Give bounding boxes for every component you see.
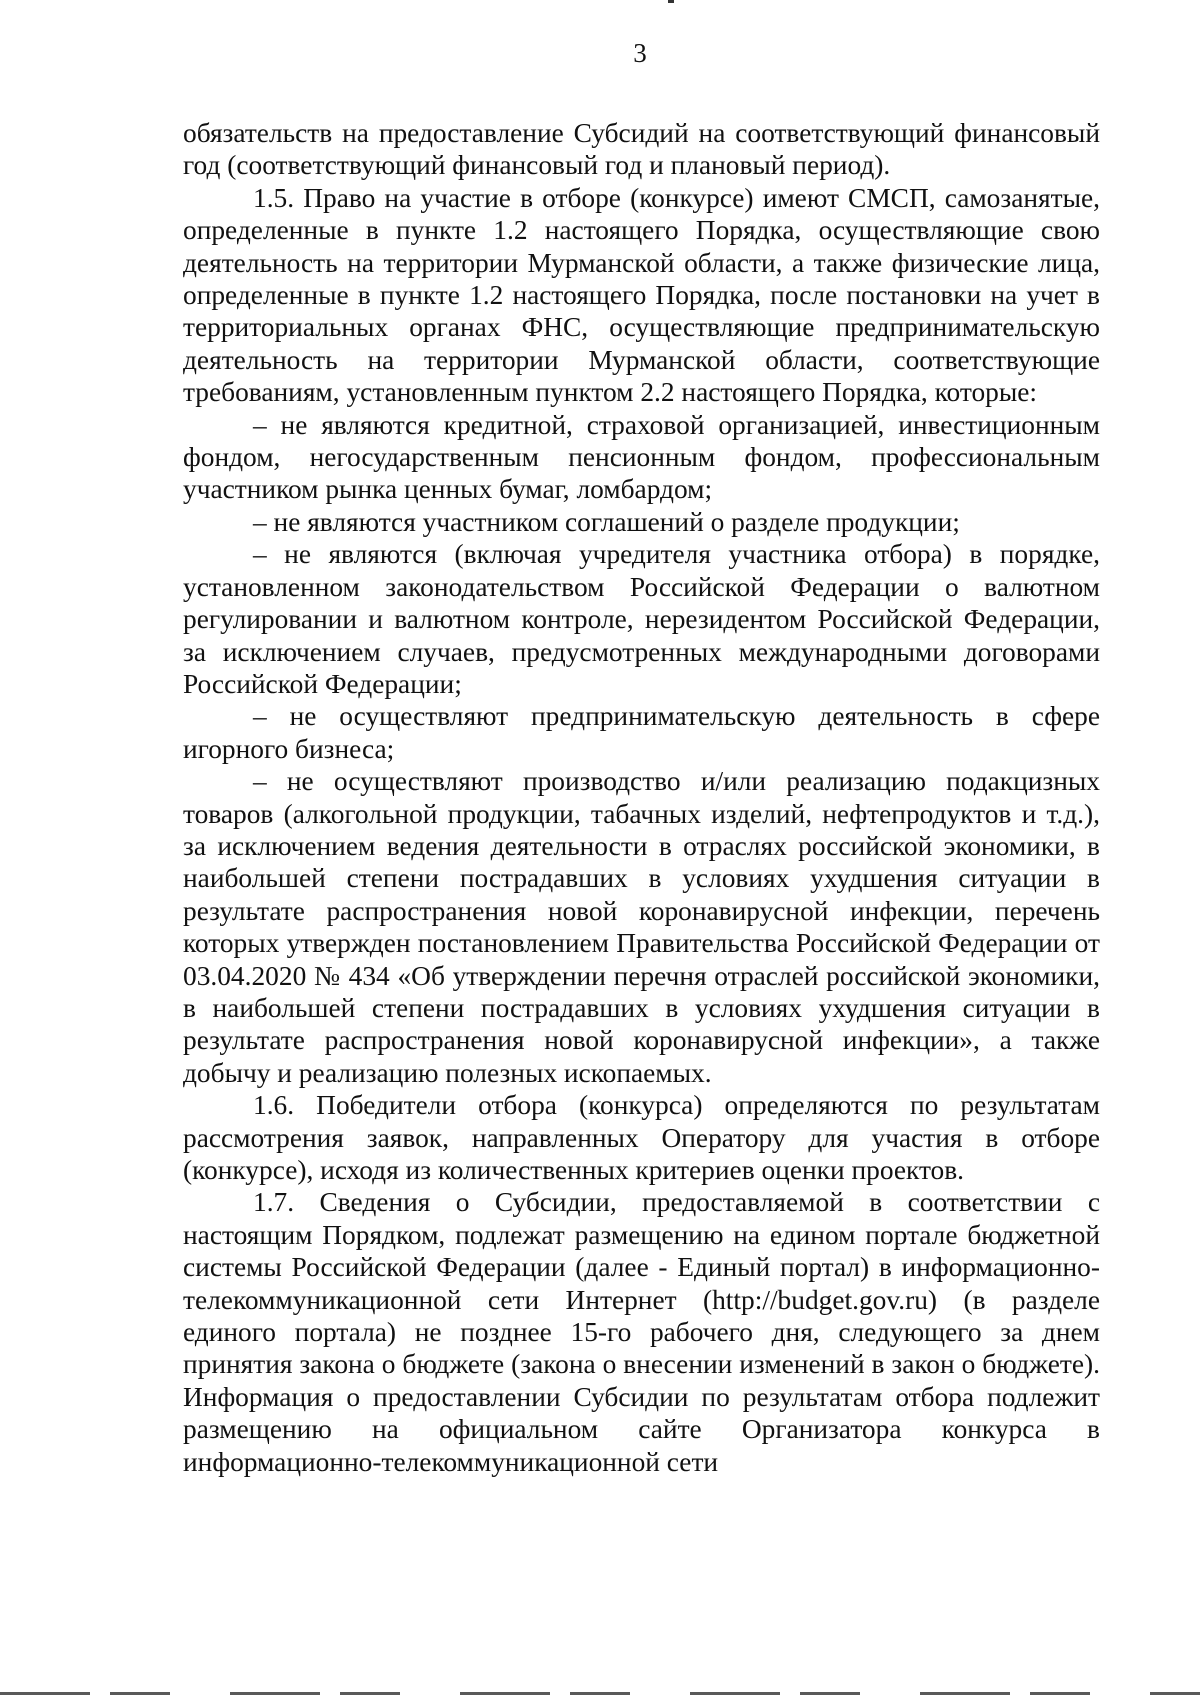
scan-mark xyxy=(668,0,674,3)
list-item-excise-goods: – не осуществляют производство и/или реализацию подакцизных товаров (алкогольной продукции, табачных изделий, нефтепродуктов и т.д.), за исключением ведения деятельности в отраслях российской экономики, в наибольшей степени пострадавших в условиях ухудшения ситуации в результате распространения новой коронавирусной инфекции, перечень которых утвержден постановлением Правительства Российской Федерации от 03.04.2020 № 434 «Об утверждении перечня отраслей российской экономики, в наибольшей степени пострадавших в условиях ухудшения ситуации в результате распространения новой коронавирусной инфекции», а также добычу и реализацию полезных ископаемых. xyxy=(183,766,1100,1088)
paragraph-continuation: обязательств на предоставление Субсидий на соответствующий финансовый год (соответствующий финансовый год и плановый период). xyxy=(183,118,1100,181)
paragraph-1-7: 1.7. Сведения о Субсидии, предоставляемой в соответствии с настоящим Порядком, подлежат размещению на едином портале бюджетной системы Российской Федерации (далее - Единый портал) в информационно-телекоммуникационной сети Интернет (http://budget.gov.ru) (в разделе единого портала) не позднее 15-го рабочего дня, следующего за днем принятия закона о бюджете (закона о внесении изменений в закон о бюджете). Информация о предоставлении Субсидии по результатам отбора подлежит размещению на официальном сайте Организатора конкурса в информационно-телекоммуникационной сети xyxy=(183,1187,1100,1477)
scan-bottom-edge xyxy=(0,1692,1200,1695)
list-item-production-sharing: – не являются участником соглашений о разделе продукции; xyxy=(253,506,960,537)
list-item-gambling: – не осуществляют предпринимательскую деятельность в сфере игорного бизнеса; xyxy=(183,701,1100,764)
document-body xyxy=(183,117,1100,1478)
page-number: 3 xyxy=(633,38,647,68)
list-item-non-resident: – не являются (включая учредителя участника отбора) в порядке, установленном законодательством Российской Федерации о валютном регулировании и валютном контроле, нерезидентом Российской Федерации, за исключением случаев, предусмотренных международными договорами Российской Федерации; xyxy=(183,539,1100,699)
list-item-financial-orgs: – не являются кредитной, страховой организацией, инвестиционным фондом, негосударственным пенсионным фондом, профессиональным участником рынка ценных бумаг, ломбардом; xyxy=(183,409,1100,505)
paragraph-1-5: 1.5. Право на участие в отборе (конкурсе) имеют СМСП, самозанятые, определенные в пункте 1.2 настоящего Порядка, осуществляющие свою деятельность на территории Мурманской области, а также физические лица, определенные в пункте 1.2 настоящего Порядка, после постановки на учет в территориальных органах ФНС, осуществляющие предпринимательскую деятельность на территории Мурманской области, соответствующие требованиям, установленным пунктом 2.2 настоящего Порядка, которые: xyxy=(183,182,1100,408)
paragraph-1-6: 1.6. Победители отбора (конкурса) определяются по результатам рассмотрения заявок, направленных Оператору для участия в отборе (конкурсе), исходя из количественных критериев оценки проектов. xyxy=(183,1090,1100,1185)
